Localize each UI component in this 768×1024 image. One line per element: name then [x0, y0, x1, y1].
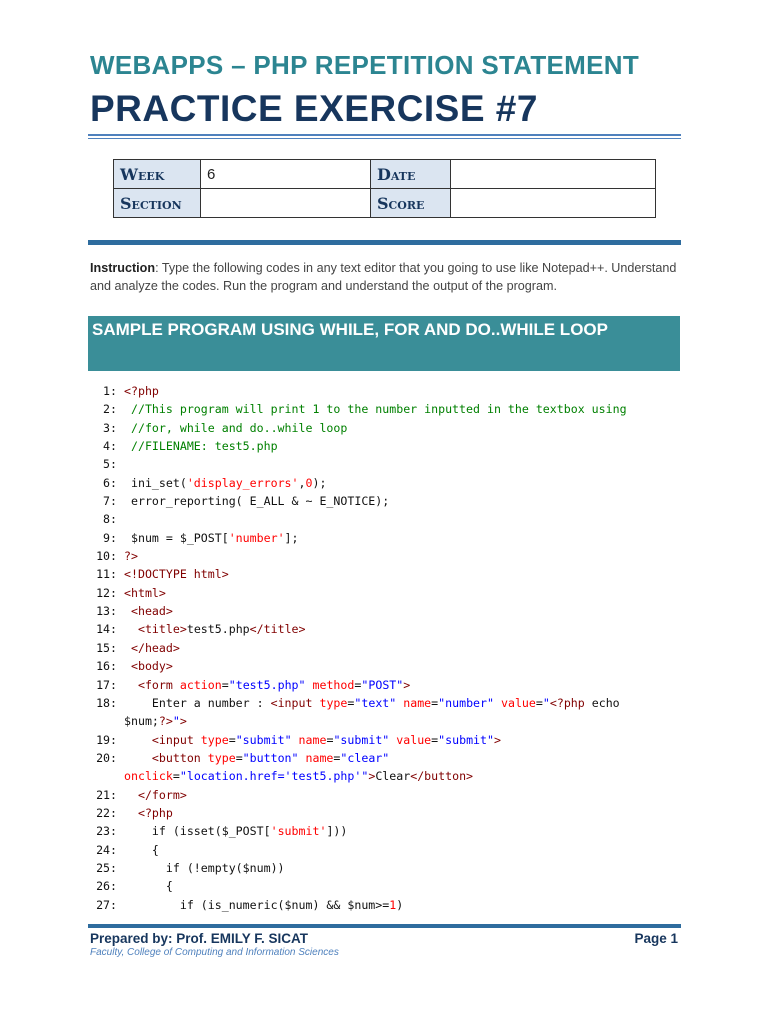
- section-heading: SAMPLE PROGRAM USING WHILE, FOR AND DO..WHILE LOOP: [88, 316, 680, 371]
- code-token: [124, 733, 152, 747]
- code-token: <?php: [124, 384, 159, 398]
- code-token: =: [228, 732, 236, 747]
- code-text: [124, 859, 285, 877]
- line-number: 2:: [103, 402, 124, 417]
- code-token: >: [179, 714, 187, 729]
- code-token: </form>: [137, 787, 187, 802]
- code-line: [88, 565, 688, 583]
- code-token: name: [291, 732, 327, 747]
- code-token: "submit": [333, 732, 390, 747]
- code-line: [88, 639, 688, 657]
- code-text: [124, 896, 403, 914]
- line-number: 6:: [103, 475, 124, 490]
- code-token: "number": [438, 695, 494, 710]
- page-number: Page 1: [634, 931, 678, 946]
- code-token: =: [333, 750, 341, 765]
- line-number: 12:: [96, 585, 124, 600]
- code-token: [124, 641, 131, 655]
- line-number: 21:: [96, 787, 124, 802]
- code-token: <!DOCTYPE html>: [124, 567, 229, 582]
- code-line: [88, 455, 688, 473]
- line-number: 4:: [103, 439, 124, 454]
- code-token: ini_set(: [124, 475, 187, 490]
- code-text: [124, 639, 180, 657]
- code-token: =: [535, 695, 543, 710]
- line-number: 17:: [96, 677, 124, 692]
- code-token: "submit": [438, 732, 494, 747]
- line-number: 13:: [96, 604, 124, 619]
- code-line: [88, 896, 688, 914]
- code-text: [124, 474, 326, 492]
- code-text: [124, 786, 187, 804]
- code-listing: [88, 382, 688, 914]
- code-text: [124, 841, 159, 859]
- code-text: [124, 620, 306, 638]
- code-line: [88, 822, 688, 840]
- instruction-paragraph: [90, 259, 680, 295]
- code-token: =: [431, 732, 439, 747]
- line-number: 10:: [96, 549, 124, 564]
- code-token: >: [368, 769, 376, 784]
- code-token: onclick: [124, 769, 173, 784]
- instruction-label: Instruction: [90, 261, 156, 275]
- code-line: [88, 602, 688, 620]
- code-token: =: [431, 695, 439, 710]
- code-token: ?>: [124, 549, 138, 564]
- code-token: "text": [354, 695, 397, 710]
- code-text: [124, 822, 347, 840]
- code-line: [88, 529, 688, 547]
- code-token: <head>: [130, 604, 173, 619]
- code-token: if (isset($_POST[: [124, 824, 271, 839]
- line-number: 26:: [96, 879, 124, 894]
- code-line: [88, 419, 688, 437]
- code-line: [88, 437, 688, 455]
- code-token: [124, 604, 131, 618]
- code-token: [124, 678, 138, 692]
- code-token: "POST": [361, 677, 404, 692]
- line-number: 18:: [96, 695, 124, 710]
- code-token: ])): [326, 824, 348, 839]
- faculty-line: Faculty, College of Computing and Information Sciences: [90, 947, 339, 958]
- code-token: <?php: [137, 805, 173, 820]
- code-token: [124, 788, 138, 802]
- code-token: </head>: [130, 640, 180, 655]
- week-label: Week: [114, 160, 201, 189]
- code-text: [124, 584, 166, 602]
- line-number: 19:: [96, 732, 124, 747]
- code-token: "clear": [340, 750, 390, 765]
- code-line: [88, 492, 688, 510]
- code-token: ];: [284, 530, 299, 545]
- code-token: {: [124, 842, 159, 857]
- code-token: ": [542, 695, 550, 710]
- code-token: error_reporting( E_ALL & ~ E_NOTICE);: [124, 494, 390, 509]
- code-token: 0: [305, 475, 313, 490]
- section-value: [201, 189, 371, 218]
- code-text: [124, 657, 173, 675]
- code-token: //for, while and do..while loop: [124, 420, 348, 435]
- code-token: name: [298, 750, 334, 765]
- code-line: [88, 382, 688, 400]
- code-token: //This program will print 1 to the number inputted in the textbox using: [124, 402, 627, 417]
- code-line-continuation: [88, 712, 688, 730]
- code-text: [124, 419, 347, 437]
- code-token: <?php: [549, 695, 585, 710]
- code-token: =: [172, 769, 180, 784]
- title-divider: [88, 134, 681, 136]
- line-number: 22:: [96, 805, 124, 820]
- code-token: test5.php: [186, 622, 250, 637]
- code-line: [88, 657, 688, 675]
- line-number: 25:: [96, 860, 124, 875]
- code-line: [88, 400, 688, 418]
- code-token: );: [312, 475, 327, 490]
- code-token: if (!empty($num)): [124, 860, 285, 875]
- code-line: [88, 877, 688, 895]
- date-label: Date: [371, 160, 451, 189]
- code-token: =: [326, 732, 334, 747]
- code-token: </title>: [249, 622, 306, 637]
- line-number: 24:: [96, 842, 124, 857]
- score-value: [451, 189, 656, 218]
- code-line: [88, 841, 688, 859]
- code-token: if (is_numeric($num) && $num>=: [124, 897, 390, 912]
- code-token: <title>: [137, 622, 187, 637]
- line-number: 16:: [96, 659, 124, 674]
- code-token: ": [172, 714, 180, 729]
- code-token: $num = $_POST[: [124, 530, 229, 545]
- code-token: name: [396, 695, 432, 710]
- section-divider: [88, 240, 681, 245]
- code-token: [124, 622, 138, 636]
- code-token: =: [235, 750, 243, 765]
- code-token: "test5.php": [228, 677, 306, 692]
- code-token: value: [494, 695, 536, 710]
- code-text: [124, 676, 410, 694]
- line-number: 27:: [96, 897, 124, 912]
- code-token: "button": [242, 750, 299, 765]
- date-value: [451, 160, 656, 189]
- code-token: "location.href='test5.php'": [179, 769, 369, 784]
- code-token: <input: [151, 732, 201, 747]
- line-number: 7:: [103, 494, 124, 509]
- code-text: [124, 877, 173, 895]
- code-text: [124, 547, 138, 565]
- info-table: [113, 159, 656, 218]
- code-token: 'submit': [270, 824, 327, 839]
- code-line: [88, 547, 688, 565]
- code-line: [88, 584, 688, 602]
- code-text: [124, 731, 501, 749]
- code-token: <input: [270, 695, 320, 710]
- info-row-week: [114, 160, 656, 189]
- code-text: [124, 602, 173, 620]
- code-line: [88, 786, 688, 804]
- code-token: [124, 659, 131, 673]
- score-label: Score: [371, 189, 451, 218]
- line-number: 1:: [103, 384, 124, 398]
- line-number: 14:: [96, 622, 124, 637]
- line-number: 23:: [96, 824, 124, 839]
- line-number: 3:: [103, 420, 124, 435]
- code-line: [88, 859, 688, 877]
- code-text: [124, 804, 173, 822]
- code-token: Enter a number :: [124, 695, 271, 710]
- code-token: "submit": [235, 732, 292, 747]
- code-token: <body>: [130, 659, 173, 674]
- section-label: Section: [114, 189, 201, 218]
- prepared-by: Prepared by: Prof. EMILY F. SICAT: [90, 931, 309, 946]
- code-token: {: [124, 879, 173, 894]
- instruction-text: : Type the following codes in any text editor that you going to use like Notepad++. Understand and analyze the codes. Run the program and understand the output of the program.: [90, 261, 677, 293]
- code-line: [88, 731, 688, 749]
- code-line-continuation: [88, 767, 688, 785]
- code-token: type: [207, 750, 236, 765]
- code-token: method: [305, 677, 355, 692]
- code-token: =: [354, 677, 362, 692]
- code-token: 'number': [228, 530, 285, 545]
- code-line: [88, 510, 688, 528]
- code-text: [124, 400, 627, 418]
- code-line: [88, 749, 688, 767]
- code-token: $num;: [124, 714, 159, 729]
- week-value: 6: [201, 160, 371, 189]
- code-line: [88, 694, 688, 712]
- code-token: [124, 806, 138, 820]
- code-token: [124, 751, 152, 765]
- code-line: [88, 474, 688, 492]
- code-text: [124, 694, 620, 712]
- code-text: [124, 749, 389, 767]
- code-token: type: [200, 732, 229, 747]
- code-text: [124, 492, 389, 510]
- code-token: ,: [298, 475, 306, 490]
- code-token: type: [319, 695, 348, 710]
- code-token: echo: [584, 695, 620, 710]
- code-token: >: [494, 732, 501, 747]
- code-token: 1: [389, 897, 397, 912]
- title-divider-thin: [88, 138, 681, 139]
- document-title: PRACTICE EXERCISE #7: [90, 88, 538, 129]
- code-token: 'display_errors': [186, 475, 299, 490]
- code-token: =: [347, 695, 355, 710]
- code-text: [124, 529, 299, 547]
- document-subtitle: WEBAPPS – PHP REPETITION STATEMENT: [90, 50, 640, 80]
- code-token: <form: [137, 677, 180, 692]
- info-row-section: [114, 189, 656, 218]
- line-number: 9:: [103, 530, 124, 545]
- code-token: Clear: [375, 769, 411, 784]
- line-number: 5:: [103, 457, 124, 472]
- code-text: [124, 565, 229, 583]
- line-number: 20:: [96, 750, 124, 765]
- code-token: </button>: [410, 769, 474, 784]
- code-token: //FILENAME: test5.php: [124, 439, 278, 454]
- code-token: ): [396, 897, 404, 912]
- code-line: [88, 620, 688, 638]
- footer-divider: [88, 924, 681, 928]
- line-number: 8:: [103, 512, 124, 527]
- code-text: [124, 437, 278, 455]
- code-text: [124, 382, 159, 400]
- code-token: action: [179, 677, 222, 692]
- line-number: 15:: [96, 640, 124, 655]
- code-token: <html>: [124, 585, 166, 600]
- line-number: 11:: [96, 567, 124, 582]
- code-line: [88, 676, 688, 694]
- code-line: [88, 804, 688, 822]
- code-token: ?>: [158, 714, 173, 729]
- code-token: value: [389, 732, 432, 747]
- code-token: <button: [151, 750, 208, 765]
- code-token: =: [221, 677, 229, 692]
- code-token: >: [403, 677, 411, 692]
